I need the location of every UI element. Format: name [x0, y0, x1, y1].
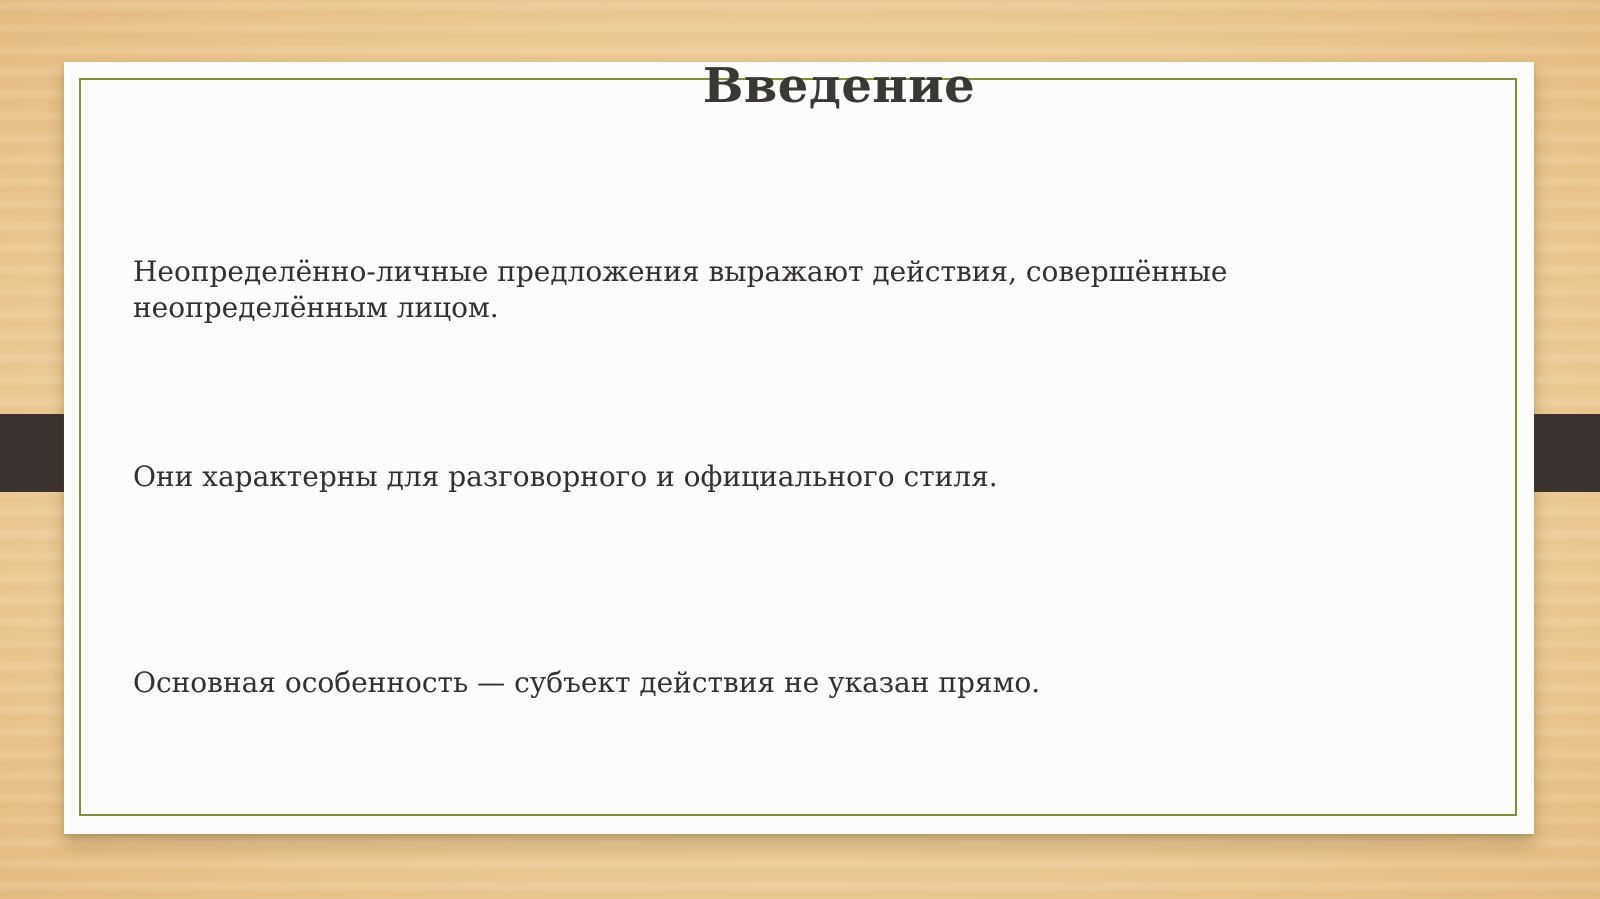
paragraph-1: Неопределённо-личные предложения выражают действия, совершённые неопределённым лицом. [133, 255, 1228, 324]
paragraph-2: Они характерны для разговорного и официального стиля. [133, 460, 998, 493]
paragraph-3: Основная особенность — субъект действия не указан прямо. [133, 666, 1041, 699]
slide-frame-border [79, 78, 1517, 816]
slide-title: Введение [702, 58, 976, 114]
